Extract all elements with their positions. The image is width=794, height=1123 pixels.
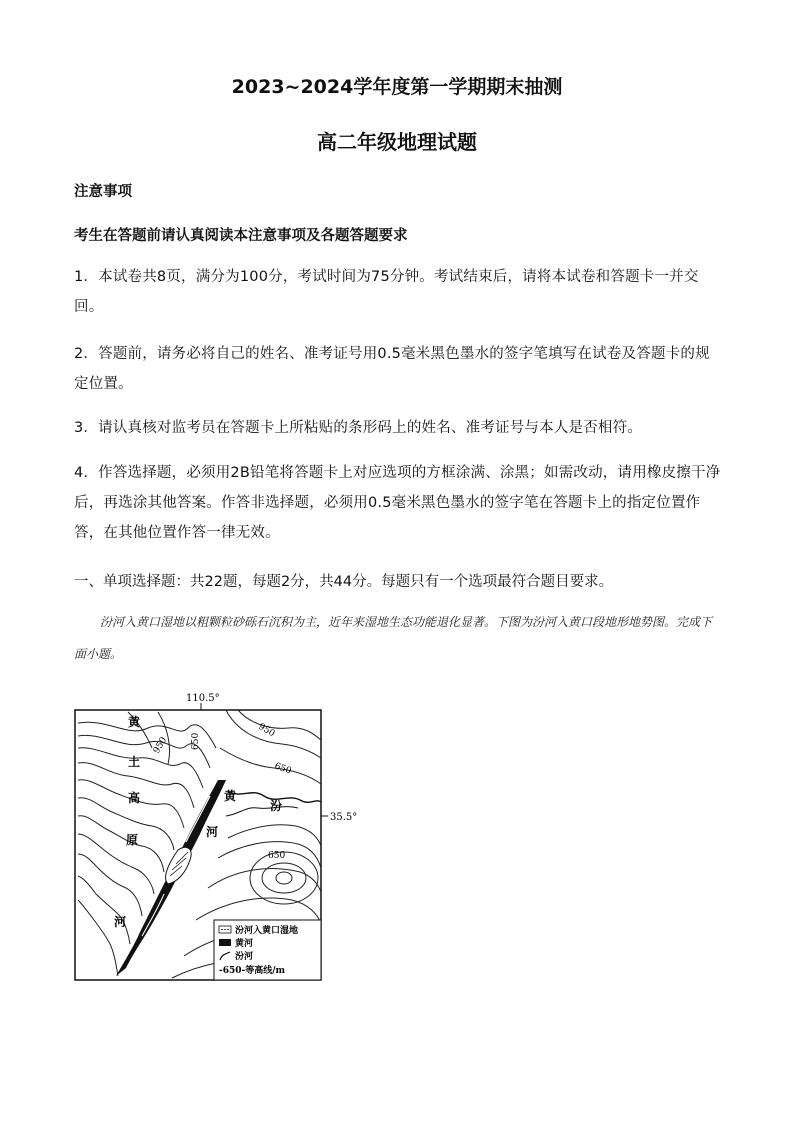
legend-wetland: 汾河入黄口湿地 [235,926,299,936]
legend-contour: -650-等高线/m [219,966,286,976]
plateau-char-3: 高 [128,791,141,805]
black-river-icon [219,939,231,946]
river-left-char: 河 [114,915,127,929]
notice-item-3: 3．请认真核对监考员在答题卡上所粘贴的条形码上的姓名、准考证号与本人是否相符。 [74,420,643,436]
yellow-river-char-2: 河 [206,825,219,839]
contour-label-950-left: 950 [151,735,170,756]
map-figure [68,688,368,988]
legend-yellow-river: 黄河 [235,939,254,949]
plateau-char-1: 黄 [128,715,141,729]
longitude-label: 110.5° [186,693,220,704]
passage-text: 汾河入黄口湿地以粗颗粒砂砾石沉积为主，近年来湿地生态功能退化显著。下图为汾河入黄口段地形地势图。完成下面小题。 [74,615,713,661]
exam-subtitle: 高二年级地理试题 [317,130,477,154]
notice-intro: 考生在答题前请认真阅读本注意事项及各题答题要求 [74,228,408,244]
notice-item-2: 2．答题前，请务必将自己的姓名、准考证号用0.5毫米黑色墨水的签字笔填写在试卷及答题卡的规定位置。 [74,346,710,392]
section-heading: 一、单项选择题：共22题，每题2分，共44分。每题只有一个选项最符合题目要求。 [74,574,614,590]
exam-title: 2023~2024学年度第一学期期末抽测 [231,76,563,98]
fen-river-char: 汾 [270,799,283,813]
latitude-label: 35.5° [330,812,358,823]
plateau-char-2: 土 [128,755,141,769]
legend-fen-river: 汾河 [235,952,254,962]
plateau-char-4: 原 [126,833,139,847]
contour-label-950-right: 950 [256,721,277,740]
topographic-map [68,688,368,988]
yellow-river-char-1: 黄 [224,789,237,803]
contour-label-650-right: 650 [272,761,293,777]
notice-item-4: 4．作答选择题，必须用2B铅笔将答题卡上对应选项的方框涂满、涂黑；如需改动，请用橡皮擦干净后，再选涂其他答案。作答非选择题，必须用0.5毫米黑色墨水的签字笔在答题卡上的指定位置作答，在其他位置作答一律无效。 [74,465,721,541]
map-legend [214,920,321,980]
notice-heading: 注意事项 [74,184,132,200]
contour-label-650-top: 650 [191,732,201,750]
contour-label-650-hill: 650 [268,851,286,861]
notice-item-1: 1．本试卷共8页，满分为100分，考试时间为75分钟。考试结束后，请将本试卷和答题卡一并交回。 [74,269,699,315]
